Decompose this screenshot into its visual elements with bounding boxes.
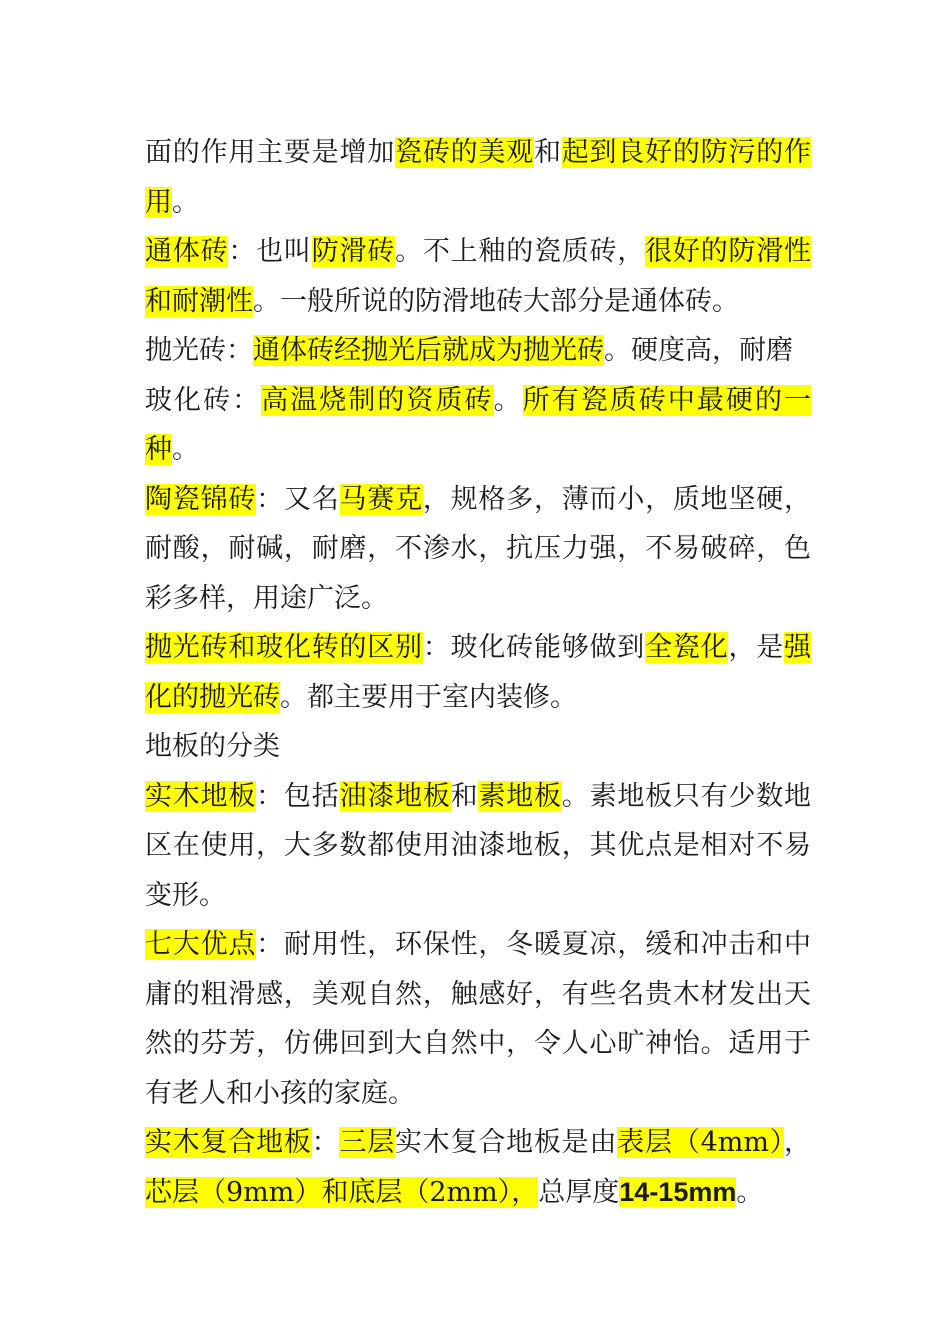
highlighted-text: 抛光砖和玻化转的区别 bbox=[145, 632, 423, 663]
text-segment: 总厚度 bbox=[538, 1176, 620, 1208]
text-segment: 。一般所说的防滑地砖大部分是通体砖。 bbox=[253, 285, 739, 317]
text-segment: ：玻化砖能够做到 bbox=[422, 632, 646, 663]
highlighted-text: 实木地板 bbox=[145, 780, 257, 812]
paragraph bbox=[145, 128, 811, 227]
paragraph bbox=[145, 722, 811, 772]
highlighted-text: 马赛克 bbox=[339, 483, 423, 515]
text-segment: 。硬度高，耐磨 bbox=[604, 335, 793, 366]
highlighted-text: 芯层（9mm）和底层（2mm）， bbox=[145, 1176, 539, 1208]
text-segment: 实木复合地板是由 bbox=[395, 1127, 618, 1158]
paragraph bbox=[145, 376, 811, 475]
document-body bbox=[145, 128, 811, 1217]
text-segment: 。 bbox=[172, 434, 199, 465]
paragraph bbox=[145, 326, 811, 376]
highlighted-text: 通体砖 bbox=[145, 236, 229, 267]
text-segment: 面的作用主要是增加 bbox=[145, 137, 396, 168]
text-segment: ，是 bbox=[728, 632, 785, 663]
highlighted-text: 陶瓷锦砖 bbox=[145, 483, 257, 515]
highlighted-text: 七大优点 bbox=[145, 929, 257, 960]
text-segment: ：也叫 bbox=[228, 236, 312, 267]
highlighted-text: 油漆地板 bbox=[339, 780, 451, 812]
highlighted-text: 表层（4mm） bbox=[617, 1127, 785, 1158]
highlighted-text: 全瓷化 bbox=[645, 632, 729, 663]
text-segment: ，规格多，薄而小，质地坚硬，耐酸，耐碱，耐磨，不渗水，抗压力强，不易破碎，色彩多样，用途广泛。 bbox=[145, 483, 812, 614]
highlighted-text: 所有瓷质砖中最硬的一种 bbox=[145, 384, 812, 465]
text-segment: ：耐用性，环保性，冬暖夏凉，缓和冲击和中庸的粗滑感，美观自然，触感好，有些名贵木材发出天然的芬芳，仿佛回到大自然中，令人心旷神怡。适用于有老人和小孩的家庭。 bbox=[145, 929, 812, 1109]
highlighted-text: 通体砖经抛光后就成为抛光砖 bbox=[253, 335, 604, 366]
text-segment: 和 bbox=[533, 137, 562, 168]
paragraph bbox=[145, 1118, 811, 1217]
paragraph bbox=[145, 772, 811, 921]
text-segment: 。都主要用于室内装修。 bbox=[280, 681, 577, 713]
paragraph bbox=[145, 227, 811, 326]
highlighted-text: 三层 bbox=[339, 1127, 396, 1158]
text-segment: 。 bbox=[172, 186, 199, 218]
text-segment: 。不上釉的瓷质砖， bbox=[395, 236, 646, 267]
paragraph bbox=[145, 920, 811, 1118]
paragraph bbox=[145, 475, 811, 624]
text-segment: ： bbox=[311, 1127, 340, 1158]
text-segment: ：包括 bbox=[256, 780, 340, 812]
text-segment: 。 bbox=[493, 384, 523, 416]
text-segment: ， bbox=[784, 1127, 812, 1158]
text-segment: 地板的分类 bbox=[145, 731, 280, 762]
highlighted-text: 14-15mm bbox=[619, 1176, 737, 1207]
highlighted-text: 起到良好的防污的作用 bbox=[145, 137, 812, 218]
highlighted-text: 高温烧制的资质砖 bbox=[261, 384, 494, 416]
highlighted-text: 很好的防滑性和耐潮性 bbox=[145, 236, 812, 317]
text-segment: 玻化砖： bbox=[145, 384, 262, 416]
highlighted-text: 防滑砖 bbox=[311, 236, 396, 267]
highlighted-text: 素地板 bbox=[478, 780, 562, 812]
highlighted-text: 强化的抛光砖 bbox=[145, 632, 812, 713]
text-segment: ：又名 bbox=[256, 483, 340, 515]
text-segment: 抛光砖： bbox=[145, 335, 253, 366]
highlighted-text: 实木复合地板 bbox=[145, 1127, 312, 1158]
text-segment: 。 bbox=[736, 1176, 764, 1208]
highlighted-text: 瓷砖的美观 bbox=[395, 137, 534, 168]
text-segment: 。素地板只有少数地区在使用，大多数都使用油漆地板，其优点是相对不易变形。 bbox=[145, 780, 812, 911]
paragraph bbox=[145, 623, 811, 722]
text-segment: 和 bbox=[450, 780, 479, 812]
